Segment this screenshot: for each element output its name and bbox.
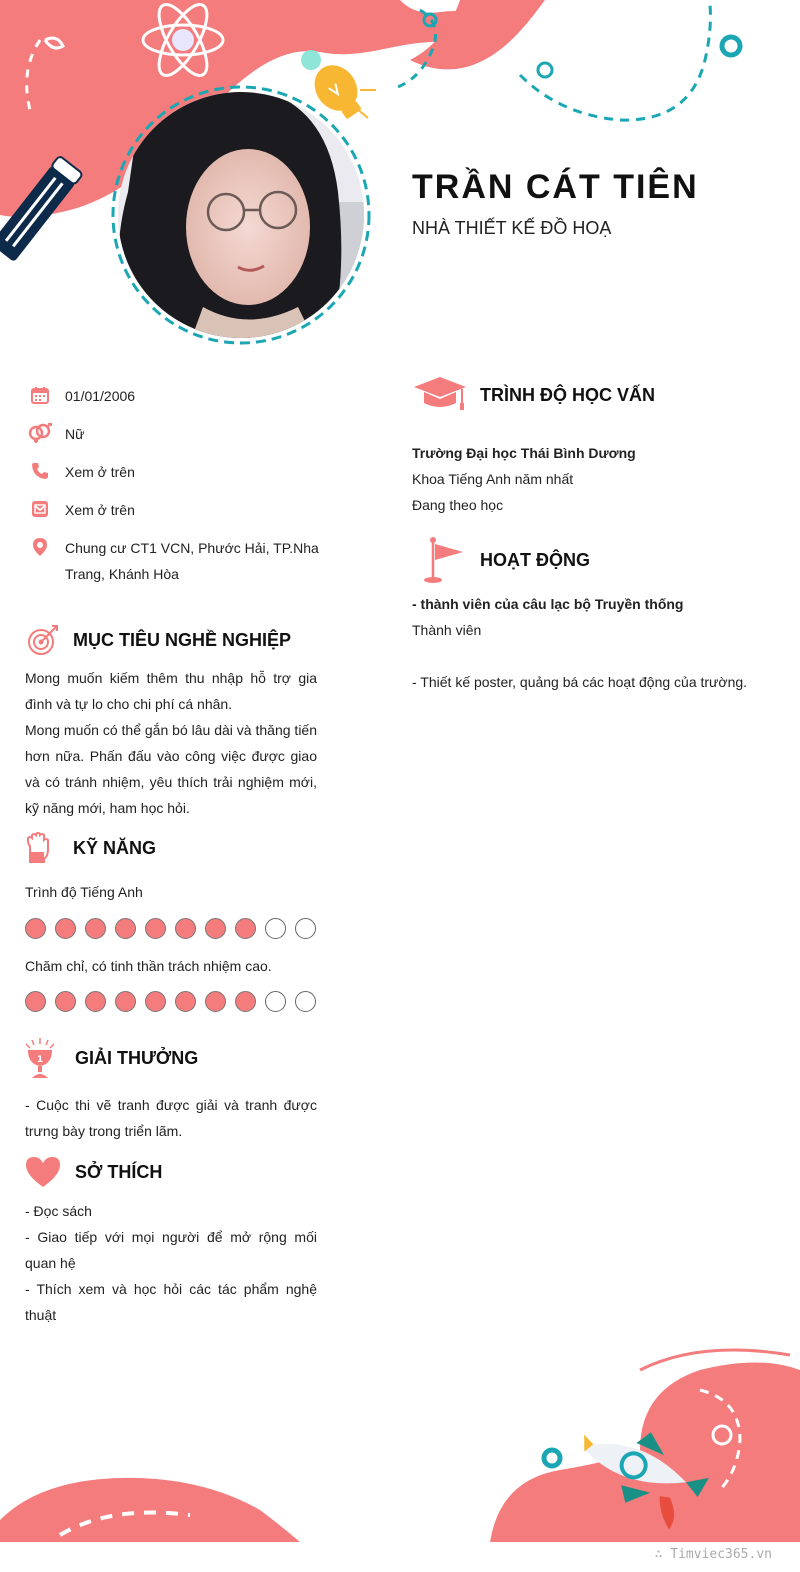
gender-icon (28, 421, 52, 445)
flag-icon (412, 536, 468, 584)
rating-dot-filled (175, 918, 196, 939)
education-details (412, 440, 772, 518)
hobbies-heading (23, 1152, 162, 1192)
hobby-item: - Giao tiếp với mọi người để mở rộng mối quan hệ (25, 1229, 317, 1271)
activity-description: - Thiết kế poster, quảng bá các hoạt động của trường. (412, 674, 748, 690)
address-line2: Trang, Khánh Hòa (65, 566, 179, 582)
rating-dot-filled (235, 991, 256, 1012)
rating-dot-filled (55, 991, 76, 1012)
location-icon (28, 535, 52, 559)
skill-2-rating (25, 991, 316, 1012)
rating-dot-empty (265, 991, 286, 1012)
rating-dot-filled (235, 918, 256, 939)
rating-dot-filled (145, 991, 166, 1012)
rating-dot-filled (115, 918, 136, 939)
job-title: NHÀ THIẾT KẾ ĐỒ HOẠ (412, 218, 612, 238)
gender-row (28, 421, 328, 447)
rating-dot-filled (115, 991, 136, 1012)
svg-text:1: 1 (36, 1055, 44, 1065)
rating-dot-filled (205, 991, 226, 1012)
rating-dot-filled (145, 918, 166, 939)
rating-dot-filled (205, 918, 226, 939)
heart-icon (23, 1152, 63, 1192)
education-status: Đang theo học (412, 497, 504, 513)
education-heading (412, 375, 655, 415)
skill-1-rating (25, 918, 316, 939)
objective-heading (23, 620, 291, 660)
trophy-icon (20, 1035, 60, 1081)
footer-decoration (0, 1330, 800, 1542)
objective-title: MỤC TIÊU NGHỀ NGHIỆP (73, 629, 292, 650)
gender-value: Nữ (65, 426, 85, 442)
phone-value: Xem ở trên (65, 464, 135, 480)
hobbies-title: SỞ THÍCH (75, 1161, 163, 1182)
email-value: Xem ở trên (65, 502, 135, 518)
phone-row (28, 459, 328, 485)
activities-details (412, 591, 782, 695)
rating-dot-empty (295, 991, 316, 1012)
birthday-row (28, 383, 328, 409)
objective-paragraph-1: Mong muốn kiếm thêm thu nhập hỗ trợ gia đình và tự lo cho chi phí cá nhân. (25, 670, 317, 712)
activities-title: HOẠT ĐỘNG (480, 549, 590, 570)
rating-dot-filled (85, 918, 106, 939)
activity-role: Thành viên (412, 622, 482, 638)
target-icon (23, 620, 63, 660)
activity-org: - thành viên của câu lạc bộ Truyền thống (412, 596, 684, 612)
avatar (108, 82, 374, 348)
rating-dot-filled (25, 918, 46, 939)
rating-dot-empty (295, 918, 316, 939)
phone-icon (28, 459, 52, 483)
birthday-value: 01/01/2006 (65, 388, 136, 404)
skills-heading (18, 828, 156, 868)
objective-paragraph-2: Mong muốn có thể gắn bó lâu dài và thăng tiến hơn nữa. Phấn đấu vào công việc được giao và có tránh nhiệm, yêu thích trải nghiệm mới, kỹ năng mới, ham học hỏi. (25, 722, 317, 816)
email-row (28, 497, 328, 523)
hobby-item: - Thích xem và học hỏi các tác phẩm nghệ thuật (25, 1281, 317, 1323)
education-major: Khoa Tiếng Anh năm nhất (412, 471, 574, 487)
skill-2-label: Chăm chỉ, có tinh thần trách nhiệm cao. (25, 958, 272, 974)
activities-heading (412, 536, 590, 584)
awards-title: GIẢI THƯỞNG (75, 1047, 199, 1068)
hobbies-list (25, 1198, 317, 1328)
rating-dot-filled (55, 918, 76, 939)
address-row (28, 535, 328, 587)
rating-dot-empty (265, 918, 286, 939)
graduation-cap-icon (412, 375, 468, 415)
calendar-icon (28, 383, 52, 407)
awards-text: - Cuộc thi vẽ tranh được giải và tranh được trưng bày trong triển lãm. (25, 1097, 317, 1139)
skills-title: KỸ NĂNG (73, 837, 157, 858)
watermark: ∴ Timviec365.vn (654, 1547, 772, 1562)
hobby-item: - Đọc sách (25, 1203, 92, 1219)
rating-dot-filled (25, 991, 46, 1012)
skill-1-label: Trình độ Tiếng Anh (25, 884, 143, 900)
awards-heading (20, 1035, 198, 1081)
email-icon (28, 497, 52, 521)
rating-dot-filled (85, 991, 106, 1012)
objective-text (25, 665, 317, 821)
hand-icon (18, 828, 58, 868)
school-name: Trường Đại học Thái Bình Dương (412, 445, 636, 461)
address-line1: Chung cư CT1 VCN, Phước Hải, TP.Nha (65, 540, 319, 556)
education-title: TRÌNH ĐỘ HỌC VẤN (480, 384, 655, 405)
rating-dot-filled (175, 991, 196, 1012)
candidate-name: TRẦN CÁT TIÊN (412, 168, 699, 206)
